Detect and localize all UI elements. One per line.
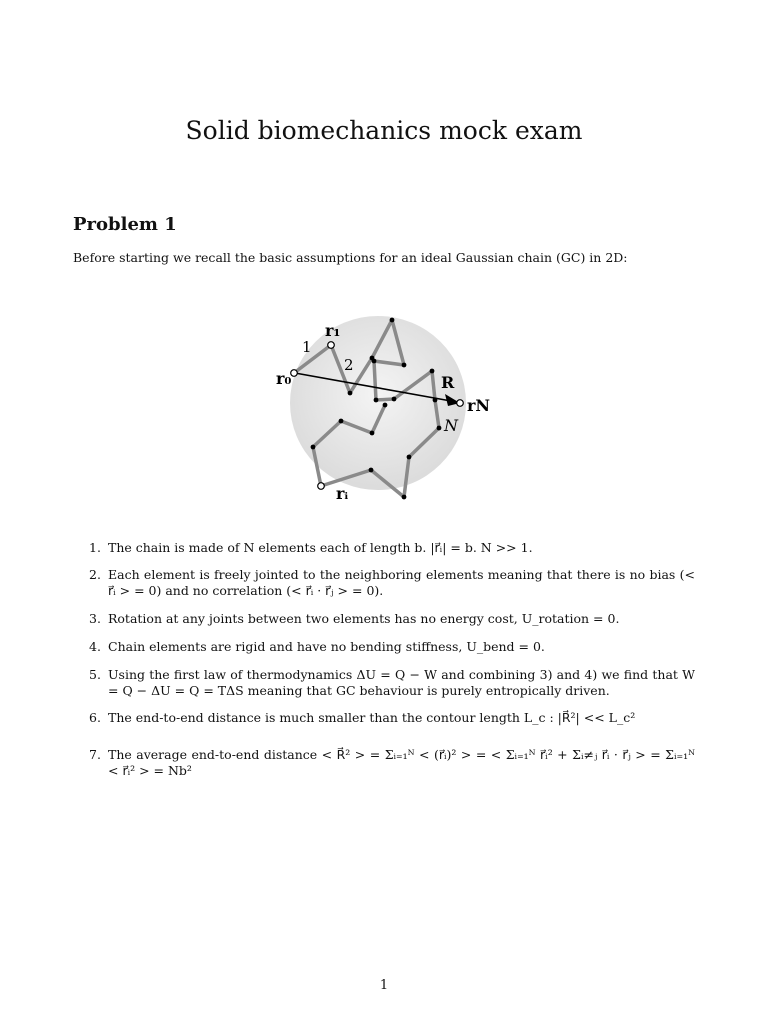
label-ri: rᵢ — [336, 484, 349, 503]
end-node-rN — [457, 400, 464, 407]
list-item — [89, 710, 635, 726]
list-item — [89, 567, 695, 599]
item-text: Using the first law of thermodynamics ΔU = Q − W and combining 3) and 4) we find that W = Q − ΔU = Q = TΔS meaning that GC behaviour is purely entropically driven. — [108, 667, 695, 698]
label-r1: r₁ — [325, 321, 341, 340]
item-text: The average end-to-end distance < R⃗² > = Σᵢ₌₁ᴺ < (r⃗ᵢ)² > = < Σᵢ₌₁ᴺ r⃗ᵢ² + Σᵢ≠ⱼ r⃗ᵢ · r⃗ⱼ > = Σᵢ₌₁ᴺ < r⃗ᵢ² > = Nb² — [108, 747, 695, 778]
label-two: 2 — [344, 356, 354, 374]
list-item — [89, 667, 695, 699]
label-one: 1 — [302, 338, 312, 356]
label-r0: r₀ — [276, 369, 292, 388]
label-rN: rN — [467, 396, 491, 415]
item-number: 2. — [89, 567, 101, 582]
label-N: N — [444, 416, 458, 435]
item-text: Chain elements are rigid and have no bending stiffness, U_bend = 0. — [108, 639, 545, 654]
item-number: 6. — [89, 710, 101, 725]
item-text: Each element is freely jointed to the neighboring elements meaning that there is no bias (< r⃗ᵢ > = 0) and no correlation (< r⃗ᵢ · r⃗ⱼ > = 0). — [108, 567, 695, 598]
item-number: 5. — [89, 667, 101, 682]
label-R: R — [441, 373, 455, 392]
item-number: 3. — [89, 611, 101, 626]
section-heading: Problem 1 — [73, 214, 177, 235]
document-title: Solid biomechanics mock exam — [185, 116, 583, 145]
node-ri — [318, 483, 325, 490]
start-node-r0 — [291, 370, 298, 377]
page-number: 1 — [379, 978, 389, 993]
item-text: Rotation at any joints between two elements has no energy cost, U_rotation = 0. — [108, 611, 620, 626]
item-number: 7. — [89, 747, 101, 762]
item-number: 4. — [89, 639, 101, 654]
item-text: The chain is made of N elements each of length b. |r⃗ᵢ| = b. N >> 1. — [108, 540, 533, 555]
intro-paragraph: Before starting we recall the basic assumptions for an ideal Gaussian chain (GC) in 2D: — [73, 250, 628, 265]
list-item — [89, 747, 695, 779]
item-number: 1. — [89, 540, 101, 555]
node-r1 — [328, 342, 335, 349]
item-text: The end-to-end distance is much smaller than the contour length L_c : |R⃗²| << L_c² — [108, 710, 636, 725]
gaussian-chain-figure — [255, 293, 495, 508]
list-item — [89, 611, 619, 627]
list-item — [89, 639, 545, 655]
list-item — [89, 540, 533, 556]
